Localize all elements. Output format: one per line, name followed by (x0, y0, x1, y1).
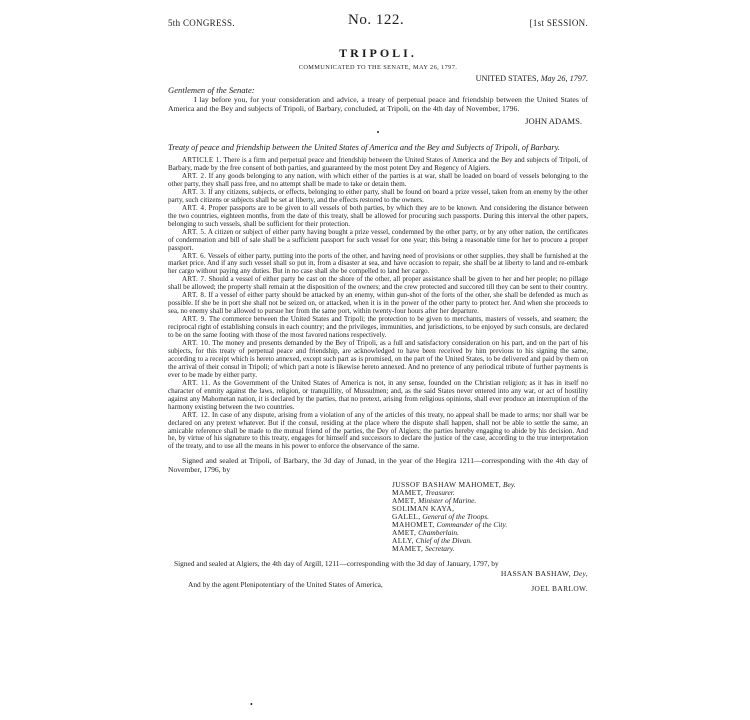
article-text: The money and presents demanded by the Bey of Tripoli, as a full and satisfactory consideration on his part, and on the part of his subjects, for this treaty of perpetual peace and friendship, are acknowledged to have been received by him previous to his signing the same, according to a receipt which is hereto annexed, except such part as is promised, on the part of the United States, to be delivered and paid by them on the arrival of their consul in Tripoli; of which part a note is likewise hereto annexed. And no pretence of any periodical tribute of further payments is ever to be made by either party. (168, 339, 588, 379)
article-paragraph (168, 157, 588, 173)
article-label: ART. 12. (182, 410, 211, 419)
article-paragraph (168, 276, 588, 292)
article-label: ART. 9. (182, 315, 207, 324)
signatory-name: MAMET, (392, 543, 424, 553)
article-text: There is a firm and perpetual peace and friendship between the United States of America and the Bey and subjects of Tripoli, of Barbary, made by the free consent of both parties, and guaranteed by the most potent Dey and Regency of Algiers. (168, 156, 589, 173)
signatory-name: ALLY, (392, 535, 414, 545)
article-paragraph (168, 173, 588, 189)
signatory-role: General of the Troops. (422, 511, 489, 521)
algiers-block (168, 558, 588, 578)
signatory-name: MAMET, (392, 487, 424, 497)
dateline (168, 74, 588, 83)
article-paragraph (168, 412, 588, 452)
article-paragraph (168, 340, 588, 380)
signatory-role: Commander of the City. (436, 519, 508, 529)
signatory-name: SOLIMAN KAYA, (392, 503, 455, 513)
hassan-name: HASSAN BASHAW, (500, 568, 571, 578)
article-text: Should a vessel of either party be cast on the shore of the other, all proper assistance shall be given to her and her people; no pillage shall be allowed; the property shall remain at the disposition of the owners; and the crew protected and succored till they can be sent to their country. (168, 275, 588, 292)
signatory-line (392, 545, 588, 553)
signer-john-adams: JOHN ADAMS. (525, 115, 582, 126)
signatory-name: JUSSOF BASHAW MAHOMET, (392, 479, 502, 489)
salutation: Gentlemen of the Senate: (168, 85, 255, 95)
signed-algiers-line: Signed and sealed at Algiers, the 4th day of Argill, 1211—corresponding with the 3d day of January, 1797, by (174, 558, 499, 568)
hassan-role: Dey, (573, 568, 588, 578)
article-label: ART. 10. (182, 339, 211, 348)
article-label: ART. 8. (182, 291, 207, 300)
separator-dot: • (376, 127, 380, 137)
document-number: No. 122. (348, 12, 405, 28)
signatory-role: Chamberlain. (418, 527, 459, 537)
article-paragraph (168, 205, 588, 229)
article-paragraph (168, 253, 588, 277)
signatory-role: Minister of Marine. (418, 495, 477, 505)
article-text: Proper passports are to be given to all vessels of both parties, by which they are to be known. And considering the distance between the two countries, eighteen months, from the date of this treaty, shall be allowed for procuring such passports. During this interval the other papers, belonging to such vessels, shall be sufficient for their protection. (168, 203, 588, 228)
article-label: ART. 4. (182, 203, 207, 212)
article-text: A citizen or subject of either party having bought a prize vessel, condemned by the other party, or by any other nation, the certificates of condemnation and bill of sale shall be a sufficient passport for such vessel for one year; this being a reasonable time for her to procure a proper passport. (168, 227, 589, 252)
article-paragraph (168, 380, 588, 412)
signatory-role: Bey. (503, 479, 516, 489)
article-text: As the Government of the United States of America is not, in any sense, founded on the Christian religion; as it has in itself no character of enmity against the laws, religion, or tranquillity, of Mussulmen; and, as the said States never entered into any war, or act of hostility against any Mahometan nation, it is declared by the parties, that no pretext, arising from religious opinions, shall ever produce an interruption of the harmony existing between the two countries. (168, 378, 588, 411)
article-label: ART. 2. (182, 172, 207, 180)
session-label: [1st SESSION. (529, 18, 588, 28)
article-label: ART. 11. (182, 378, 211, 387)
dateline-place: UNITED STATES, (475, 74, 539, 83)
signatory-name: AMET, (392, 527, 417, 537)
article-text: Vessels of either party, putting into the ports of the other, and having need of provisions or other supplies, they shall be furnished at the market price. And if any such vessel shall so put in, from a disaster at sea, and have occasion to repair, she shall be at liberty to land and re-embark her cargo without paying any duties. But in no case shall she be compelled to land her cargo. (168, 251, 589, 276)
bottom-dot: • (250, 700, 253, 709)
article-paragraph (168, 292, 588, 316)
document-title: TRIPOLI. (339, 46, 417, 60)
articles-list (168, 157, 588, 451)
signatory-role: Secretary. (425, 543, 455, 553)
article-text: In case of any dispute, arising from a violation of any of the articles of this treaty, no appeal shall be made to arms; nor shall war be declared on any pretext whatever. But if the consul, residing at the place where the dispute shall happen, shall not be able to settle the same, an amicable reference shall be made to the mutual friend of the parties, the Dey of Algiers; the parties hereby engaging to abide by his decision. And he, by virtue of his signature to this treaty, engages for himself and successors to declare the justice of the case, according to the true interpretation of the treaty, and to use all the means in his power to enforce the observance of the same. (168, 410, 588, 451)
dateline-date: May 26, 1797. (540, 74, 588, 83)
signatory-role: Treasurer. (425, 487, 455, 497)
article-label: ART. 5. (182, 227, 207, 236)
treaty-title: Treaty of peace and friendship between the United States of America and the Bey and Subjects of Tripoli, of Barbary. (168, 142, 560, 152)
page-header (168, 14, 588, 42)
article-paragraph (168, 189, 588, 205)
agent-line: And by the agent Plenipotentiary of the United States of America, (188, 579, 383, 589)
joel-barlow-signature: JOEL BARLOW. (531, 583, 588, 593)
congress-label: 5th CONGRESS. (168, 18, 235, 28)
article-text: If any goods belonging to any nation, with which either of the parties is at war, shall be loaded on board of vessels belonging to the other party, they shall pass free, and no attempt shall be made to take or detain them. (168, 172, 589, 188)
article-text: The commerce between the United States and Tripoli; the protection to be given to merchants, masters of vessels, and seamen; the reciprocal right of establishing consuls in each country; and the privileges, immunities, and jurisdictions, to be enjoyed by such consuls, are declared to be on the same footing with those of the most favored nations respectively. (168, 315, 588, 340)
message-paragraph: I lay before you, for your consideration and advice, a treaty of perpetual peace and friendship between the United States of America and the Bey and subjects of Tripoli, of Barbary, concluded, at Tripoli, on the 4th day of November, 1796. (168, 95, 588, 113)
article-label: ART. 3. (182, 187, 207, 196)
signatory-role: Chief of the Divan. (415, 535, 472, 545)
article-label: ART. 6. (182, 251, 207, 260)
communicated-line: COMMUNICATED TO THE SENATE, MAY 26, 1797. (298, 64, 458, 71)
hassan-signature (501, 570, 588, 578)
agent-row (168, 579, 588, 593)
signatory-name: GALEL, (392, 511, 421, 521)
signed-tripoli-paragraph: Signed and sealed at Tripoli, of Barbary, the 3d day of Junad, in the year of the Hegira 1211—corresponding with the 4th day of November, 1796, by (168, 456, 588, 474)
article-paragraph (168, 229, 588, 253)
article-paragraph (168, 316, 588, 340)
article-text: If a vessel of either party should be attacked by an enemy, within gun-shot of the forts of the other, she shall be defended as much as possible. If she be in port she shall not be seized on, or attacked, when it is in the power of the other party to protect her. And when she proceeds to sea, no enemy shall be allowed to pursue her from the same port, within twenty-four hours after her departure. (168, 291, 588, 316)
signatory-name: MAHOMET, (392, 519, 435, 529)
signatories-list (392, 481, 588, 553)
article-label: ART. 7. (182, 275, 207, 284)
article-text: If any citizens, subjects, or effects, belonging to either party, shall be found on board a prize vessel, taken from an enemy by the other party, such citizens or subjects shall be set at liberty, and the effects restored to the owners. (168, 187, 588, 204)
article-label: ARTICLE 1. (182, 156, 222, 165)
signatory-name: AMET, (392, 495, 417, 505)
